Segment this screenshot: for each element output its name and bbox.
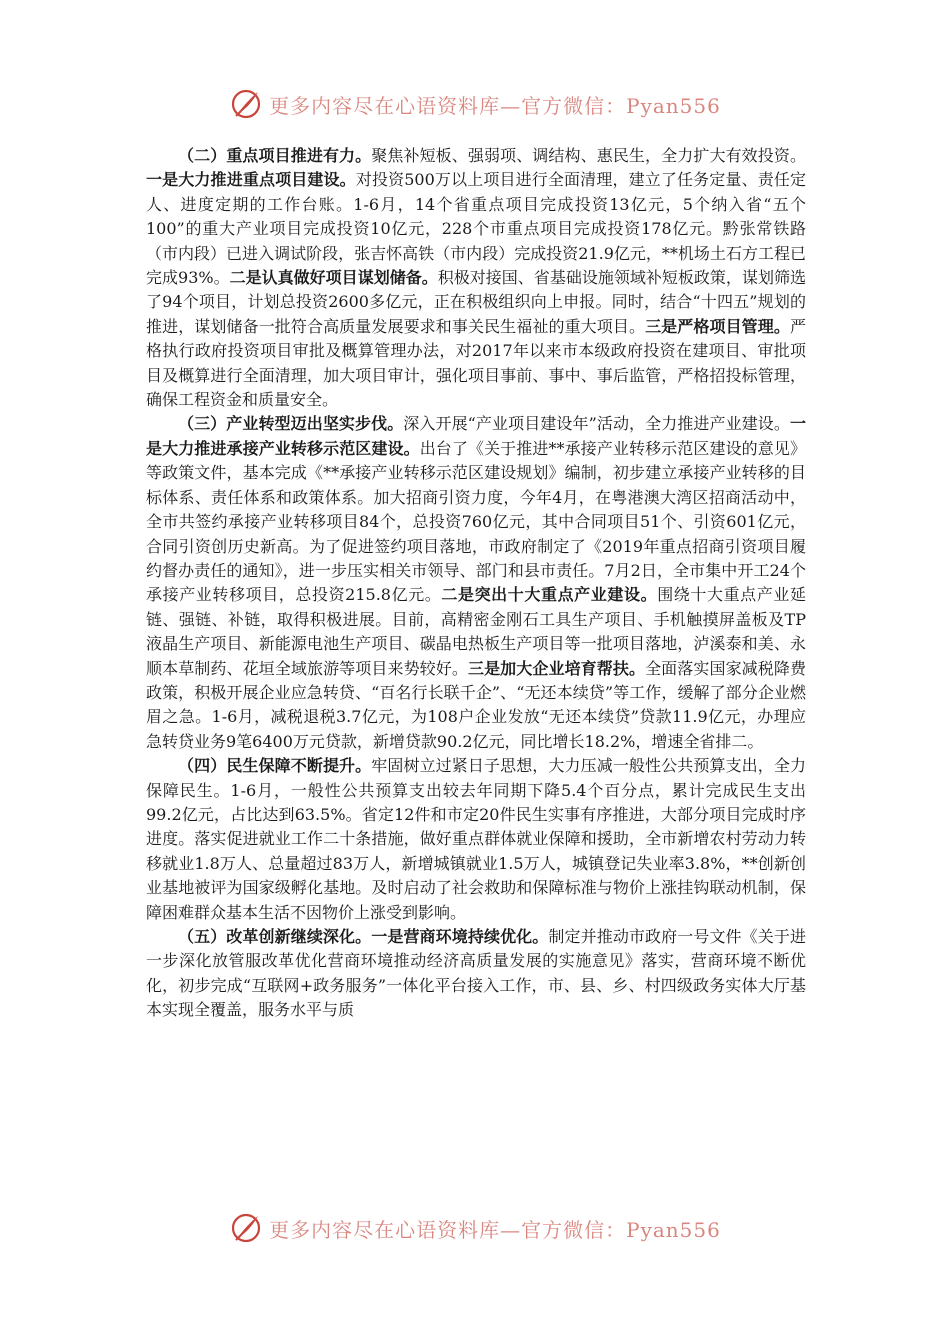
bold-heading-text: 一是大力推进重点项目建设。 xyxy=(146,170,356,190)
paragraph-text: 对投资500万以上项目进行全面清理，建立了任务定量、责任定人、进度定期的工作台账。1-6月，14个省重点项目完成投资13亿元，5个纳入省“五个100”的重大产业项目完成投资10亿元，228个市重点项目完成投资178亿元。黔张常铁路（市内段）已进入调试阶段，张吉怀高铁（市内段）完成投资21.9亿元，**机场土石方工程已完成93%。 xyxy=(146,170,806,288)
paragraph-text: 出台了《关于推进**承接产业转移示范区建设的意见》等政策文件，基本完成《**承接产业转移示范区建设规划》编制，初步建立承接产业转移的目标体系、责任体系和政策体系。加大招商引资力度，今年4月，在粤港澳大湾区招商活动中，全市共签约承接产业转移项目84个，总投资760亿元，其中合同项目51个、引资601亿元，合同引资创历史新高。为了促进签约项目落地，市政府制定了《2019年重点招商引资项目履约督办责任的通知》，进一步压实相关市领导、部门和县市责任。7月2日，全市集中开工24个承接产业转移项目，总投资215.8亿元。 xyxy=(146,438,806,605)
document-body xyxy=(146,144,806,1023)
bold-heading-text: 三是加大企业培育帮扶。 xyxy=(467,658,646,678)
body-paragraph xyxy=(146,412,806,754)
bold-heading-text: （三）产业转型迈出坚实步伐。 xyxy=(178,414,404,434)
body-paragraph xyxy=(146,754,806,925)
paragraph-text: 围绕十大重点产业延链、强链、补链，取得积极进展。目前，高精密金刚石工具生产项目、手机触摸屏盖板及TP液晶生产项目、新能源电池生产项目、碳晶电热板生产项目等一批项目落地，泸溪泰和美、永顺本草制药、花垣全域旅游等项目来势较好。 xyxy=(146,585,806,678)
paragraph-text: 严格执行政府投资项目审批及概算管理办法，对2017年以来市本级政府投资在建项目、审批项目及概算进行全面清理，加大项目审计，强化项目事前、事中、事后监管，严格招投标管理，确保工程资金和质量安全。 xyxy=(146,316,806,410)
bold-heading-text: （二）重点项目推进有力。 xyxy=(178,146,372,165)
paragraph-text: 制定并推动市政府一号文件《关于进一步深化放管服改革优化营商环境推动经济高质量发展的实施意见》落实，营商环境不断优化，初步完成“互联网+政务服务”一体化平台接入工作，市、县、乡、村四级政务实体大厅基本实现全覆盖，服务水平与质 xyxy=(146,927,806,1020)
paragraph-text: 积极对接国、省基础设施领域补短板政策，谋划筛选了94个项目，计划总投资2600多亿元，正在积极组织向上申报。同时，结合“十四五”规划的推进，谋划储备一批符合高质量发展要求和事关民生福祉的重大项目。 xyxy=(146,268,806,336)
paragraph-text: 牢固树立过紧日子思想，大力压减一般性公共预算支出，全力保障民生。1-6月，一般性公共预算支出较去年同期下降5.4个百分点，累计完成民生支出99.2亿元，占比达到63.5%。省定12件和市定20件民生实事有序推进，大部分项目完成时序进度。落实促进就业工作二十条措施，做好重点群体就业保障和援助，全市新增农村劳动力转移就业1.8万人、总量超过83万人，新增城镇就业1.5万人，城镇登记失业率3.8%，**创新创业基地被评为国家级孵化基地。及时启动了社会救助和保障标准与物价上涨挂钩联动机制，保障困难群众基本生活不因物价上涨受到影响。 xyxy=(146,756,806,922)
footer-banner xyxy=(0,1208,950,1248)
paragraph-text: 深入开展“产业项目建设年”活动，全力推进产业建设。 xyxy=(403,414,790,434)
body-paragraph xyxy=(146,925,806,1023)
bold-heading-text: （四）民生保障不断提升。 xyxy=(178,756,372,776)
bold-heading-text: 一是营商环境持续优化。 xyxy=(371,927,549,946)
body-paragraph xyxy=(146,144,806,412)
bold-heading-text: 一是大力推进承接产业转移示范区建设。 xyxy=(146,414,806,458)
bold-heading-text: （五）改革创新继续深化。 xyxy=(178,927,372,946)
bold-heading-text: 二是突出十大重点产业建设。 xyxy=(441,585,658,605)
bold-heading-text: 二是认真做好项目谋划储备。 xyxy=(229,268,438,288)
quill-seal-logo-icon xyxy=(229,87,263,121)
paragraph-text: 全面落实国家减税降费政策，积极开展企业应急转贷、“百名行长联千企”、“无还本续贷”等工作，缓解了部分企业燃眉之急。1-6月，减税退税3.7亿元，为108户企业发放“无还本续贷”贷款11.9亿元，办理应急转贷业务9笔6400万元贷款，新增贷款90.2亿元，同比增长18.2%，增速全省排二。 xyxy=(146,658,806,751)
bold-heading-text: 三是严格项目管理。 xyxy=(645,316,790,336)
paragraph-text: 聚焦补短板、强弱项、调结构、惠民生，全力扩大有效投资。 xyxy=(371,146,806,165)
footer-banner-text: 更多内容尽在心语资料库—官方微信：Pyan556 xyxy=(269,1217,721,1242)
header-banner-text: 更多内容尽在心语资料库—官方微信：Pyan556 xyxy=(269,93,721,118)
header-banner xyxy=(0,84,950,124)
quill-seal-logo-icon xyxy=(229,1211,263,1245)
